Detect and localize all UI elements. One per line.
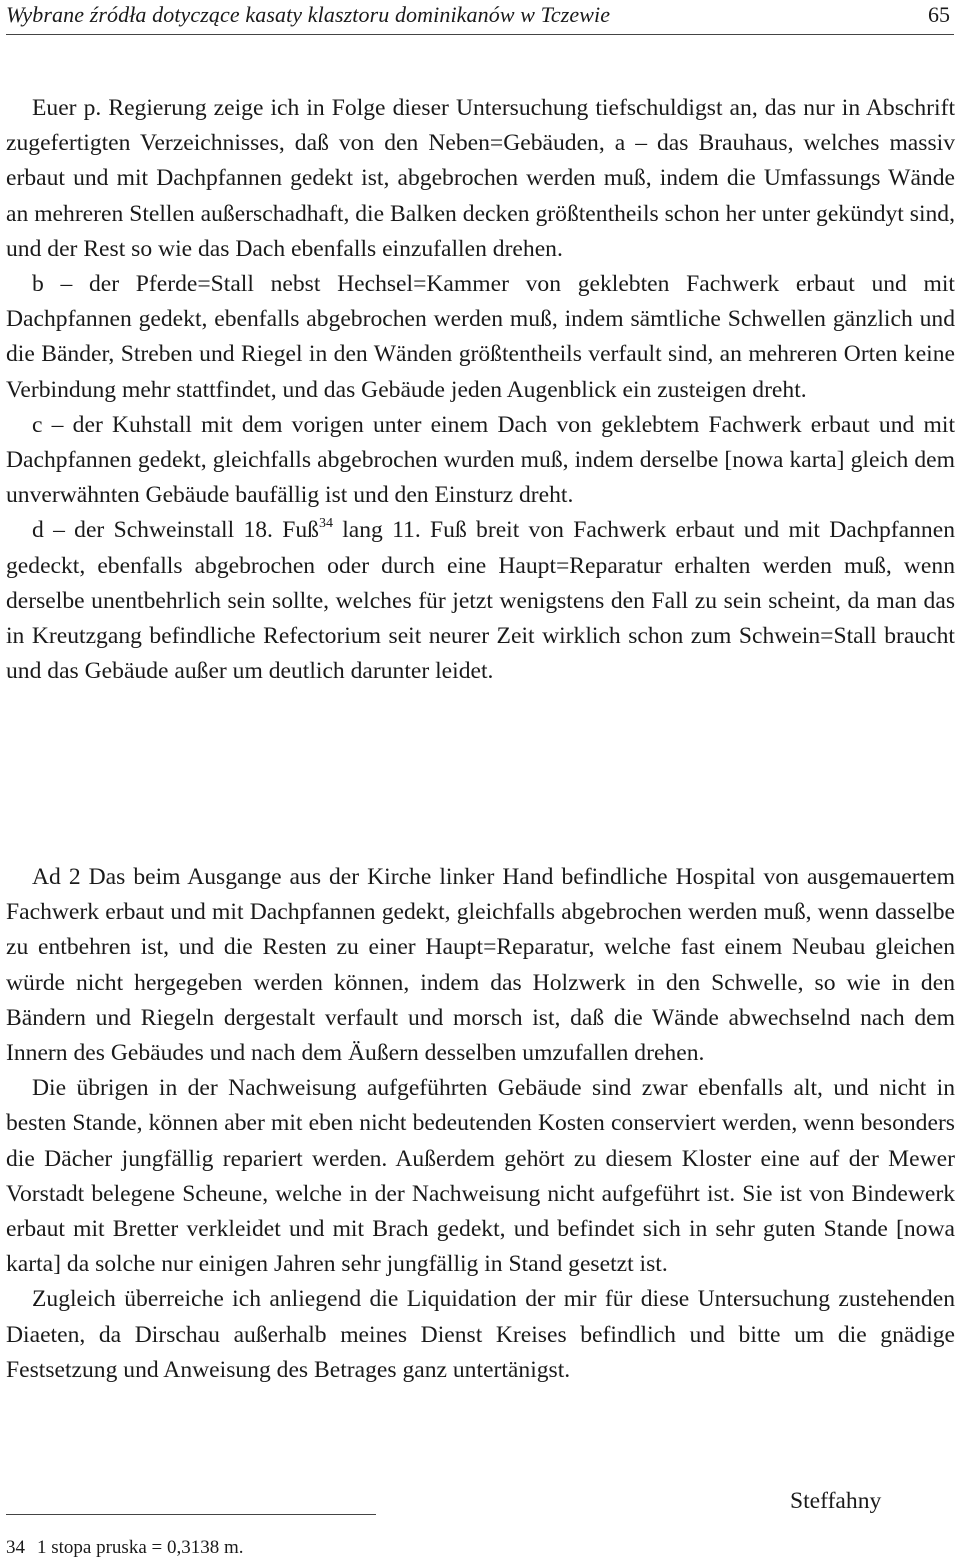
main-text-block (6, 91, 955, 689)
paragraph-ad-2: Ad 2 Das beim Ausgange aus der Kirche linker Hand befindliche Hospital von ausgemauertem Fachwerk erbaut und mit Dachpfannen gedekt, gleichfalls abgebrochen werden muß, wenn dasselbe zu entbehren ist, und die Resten zu einer Haupt=Reparatur, welche fast einem Neubau gleichen würde nicht hergegeben werden können, indem das Holzwerk in den Schwelle, so wie in den Bändern und Riegeln dergestalt verfault und morsch ist, daß die Wände abwechselnd nach dem Innern des Gebäudes und nach dem Äußern desselben umzufallen drehen. (6, 864, 955, 1067)
signature: Steffahny (790, 1488, 882, 1514)
running-header (6, 0, 954, 35)
paragraph-closing: Zugleich überreiche ich anliegend die Liquidation der mir für diese Untersuchung zustehenden Diaeten, da Dirschau außerhalb meines Dienst Kreises befindlich und bitte um die gnädige Festsetzung und Anweisung des Betrages ganz untertänigst. (6, 1286, 955, 1383)
second-text-block (6, 860, 955, 1388)
footnote (6, 1536, 244, 1560)
footnote-reference[interactable]: 34 (318, 515, 333, 531)
paragraph-item-c: c – der Kuhstall mit dem vorigen unter einem Dach von geklebtem Fachwerk erbaut und mit Dachpfannen gedekt, gleichfalls abgebrochen wurden muß, indem derselbe [nowa karta] gleich dem unverwähnten Gebäude baufällig ist und den Einsturz dreht. (6, 411, 955, 509)
item-d-text-start: d – der Schweinstall 18. Fuß (32, 517, 319, 544)
footnote-number: 34 (6, 1537, 25, 1558)
footnote-text: 1 stopa pruska = 0,3138 m. (37, 1537, 244, 1558)
item-d-text-end: lang 11. Fuß breit von Fachwerk erbaut und mit Dachpfannen gedeckt, ebenfalls abgebrochen oder durch eine Haupt=Reparatur erhalten werden muß, wenn derselbe unentbehrlich sein sollte, welches für jetzt wenigstens den Fall zu sein scheint, da man das in Kreutzgang befindliche Refectorium seit neurer Zeit wirklich schon zum Schwein=Stall braucht und das Gebäude außer um deutlich darunter leidet. (6, 517, 955, 685)
paragraph-item-b: b – der Pferde=Stall nebst Hechsel=Kammer von geklebten Fachwerk erbaut und mit Dachpfannen gedekt, ebenfalls abgebrochen werden muß, indem sämtliche Schwellen gänzlich und die Bänder, Streben und Riegel in den Wänden größtentheils verfault sind, an mehreren Orten keine Verbindung mehr stattfindet, und das Gebäude jeden Augenblick ein zusteigen dreht. (6, 271, 955, 403)
paragraph-opening: Euer p. Regierung zeige ich in Folge dieser Untersuchung tiefschuldigst an, das nur in Abschrift zugefertigten Verzeichnisses, daß von den Neben=Gebäuden, a – das Brauhaus, welches massiv erbaut und mit Dachpfannen gedekt ist, abgebrochen werden muß, indem die Umfassungs Wände an mehreren Stellen außerschadhaft, die Balken decken größtentheils schon her unter gekündyt sind, und der Rest so wie das Dach ebenfalls einzufallen drehen. (6, 95, 955, 262)
footnote-divider (6, 1514, 376, 1515)
paragraph-item-d (6, 513, 955, 689)
page-number: 65 (928, 2, 950, 27)
paragraph-other-buildings: Die übrigen in der Nachweisung aufgeführten Gebäude sind zwar ebenfalls alt, und nicht in besten Stande, können aber mit eben nicht bedeutenden Kosten conserviert werden, wenn besonders die Dächer jungfällig repariert werden. Außerdem gehört zu diesem Kloster eine auf der Mewer Vorstadt belegene Scheune, welche in der Nachweisung nicht aufgeführt ist. Sie ist von Bindewerk erbaut mit Bretter verkleidet und mit Brach gedekt, und befindet sich in sehr guten Stande [nowa karta] da solche nur einigen Jahren sehr jungfällig in Stand gesetzt ist. (6, 1075, 955, 1278)
running-title: Wybrane źródła dotyczące kasaty klasztoru dominikanów w Tczewie (6, 2, 611, 27)
